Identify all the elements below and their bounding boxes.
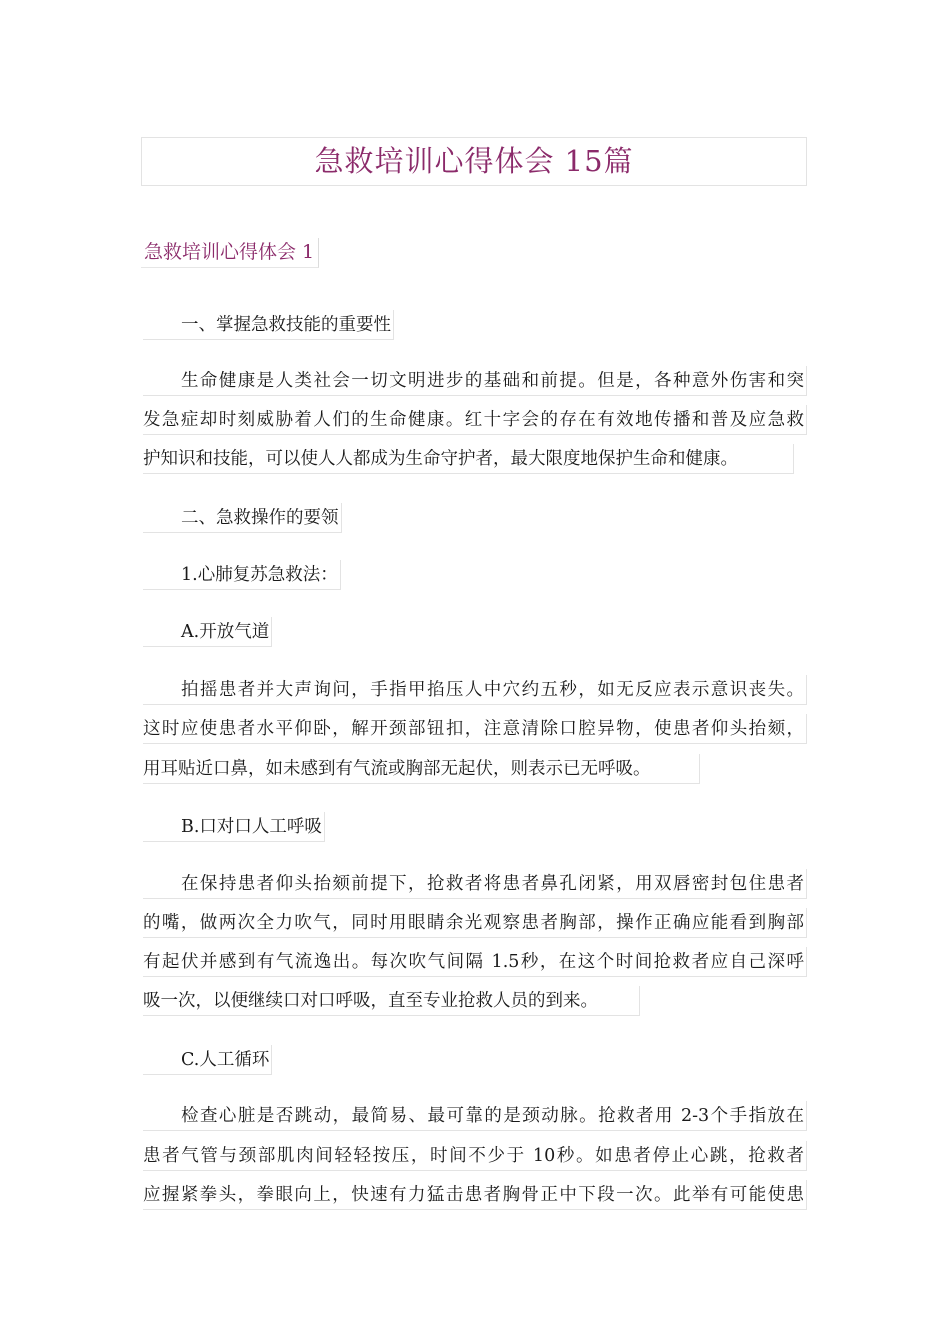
paragraph-line: 患者气管与颈部肌肉间轻轻按压，时间不少于 10秒。如患者停止心跳，抢救者 xyxy=(143,1141,807,1171)
heading-importance: 一、掌握急救技能的重要性 xyxy=(143,310,394,340)
document-title: 急救培训心得体会 15篇 xyxy=(314,144,634,178)
paragraph-line: 拍摇患者并大声询问，手指甲掐压人中穴约五秒，如无反应表示意识丧失。 xyxy=(143,675,807,705)
paragraph-line: 有起伏并感到有气流逸出。每次吹气间隔 1.5秒，在这个时间抢救者应自己深呼 xyxy=(143,947,807,977)
section-heading: 急救培训心得体会 1 xyxy=(141,238,319,268)
paragraph-line: 发急症却时刻威胁着人们的生命健康。红十字会的存在有效地传播和普及应急救 xyxy=(143,405,807,435)
heading-airway: A.开放气道 xyxy=(143,617,272,647)
heading-breathing: B.口对口人工呼吸 xyxy=(143,812,325,842)
heading-essentials: 二、急救操作的要领 xyxy=(143,503,342,533)
paragraph-line: 吸一次，以便继续口对口呼吸，直至专业抢救人员的到来。 xyxy=(143,986,640,1016)
paragraph-line: 在保持患者仰头抬颏前提下，抢救者将患者鼻孔闭紧，用双唇密封包住患者 xyxy=(143,869,807,899)
paragraph-line: 用耳贴近口鼻，如未感到有气流或胸部无起伏，则表示已无呼吸。 xyxy=(143,754,700,784)
paragraph-line: 护知识和技能，可以使人人都成为生命守护者，最大限度地保护生命和健康。 xyxy=(143,444,794,474)
heading-circulation: C.人工循环 xyxy=(143,1045,272,1075)
paragraph-line: 应握紧拳头，拳眼向上，快速有力猛击患者胸骨正中下段一次。此举有可能使患 xyxy=(143,1180,807,1210)
paragraph-line: 生命健康是人类社会一切文明进步的基础和前提。但是，各种意外伤害和突 xyxy=(143,366,807,396)
paragraph-line: 这时应使患者水平仰卧，解开颈部钮扣，注意清除口腔异物，使患者仰头抬颏， xyxy=(143,714,807,744)
paragraph-line: 的嘴，做两次全力吹气，同时用眼睛余光观察患者胸部，操作正确应能看到胸部 xyxy=(143,908,807,938)
paragraph-line: 检查心脏是否跳动，最简易、最可靠的是颈动脉。抢救者用 2-3个手指放在 xyxy=(143,1101,807,1131)
title-box xyxy=(141,137,807,186)
heading-cpr: 1.心肺复苏急救法： xyxy=(143,560,341,590)
